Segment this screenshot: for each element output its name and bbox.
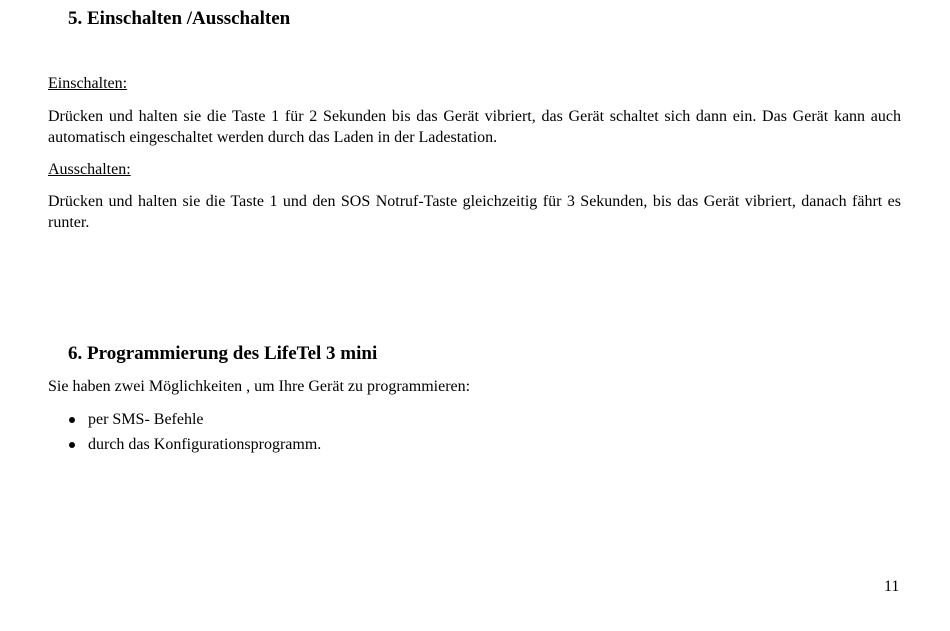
ausschalten-label: Ausschalten: bbox=[48, 161, 131, 178]
programming-intro: Sie haben zwei Möglichkeiten , um Ihre Gerät zu programmieren: bbox=[48, 378, 471, 395]
ausschalten-text: Drücken und halten sie die Taste 1 und den SOS Notruf-Taste gleichzeitig für 3 Sekunden, bis das Gerät vibriert, danach fährt es runter. bbox=[48, 193, 901, 231]
list-item-text: per SMS- Befehle bbox=[88, 411, 204, 428]
bullet-icon bbox=[69, 442, 75, 448]
list-item bbox=[68, 410, 321, 435]
bullet-icon bbox=[69, 417, 75, 423]
list-item-text: durch das Konfigurationsprogramm. bbox=[88, 436, 322, 453]
section-6-heading: 6. Programmierung des LifeTel 3 mini bbox=[68, 343, 378, 364]
page-number: 11 bbox=[884, 578, 900, 595]
einschalten-label: Einschalten: bbox=[48, 75, 128, 92]
list-item bbox=[68, 435, 321, 460]
einschalten-text: Drücken und halten sie die Taste 1 für 2 Sekunden bis das Gerät vibriert, das Gerät schaltet sich dann ein. Das Gerät kann auch automatisch eingeschaltet werden durch das Laden in der Ladestation. bbox=[48, 108, 901, 146]
section-5-heading: 5. Einschalten /Ausschalten bbox=[68, 8, 291, 29]
programming-options-list bbox=[68, 410, 321, 460]
